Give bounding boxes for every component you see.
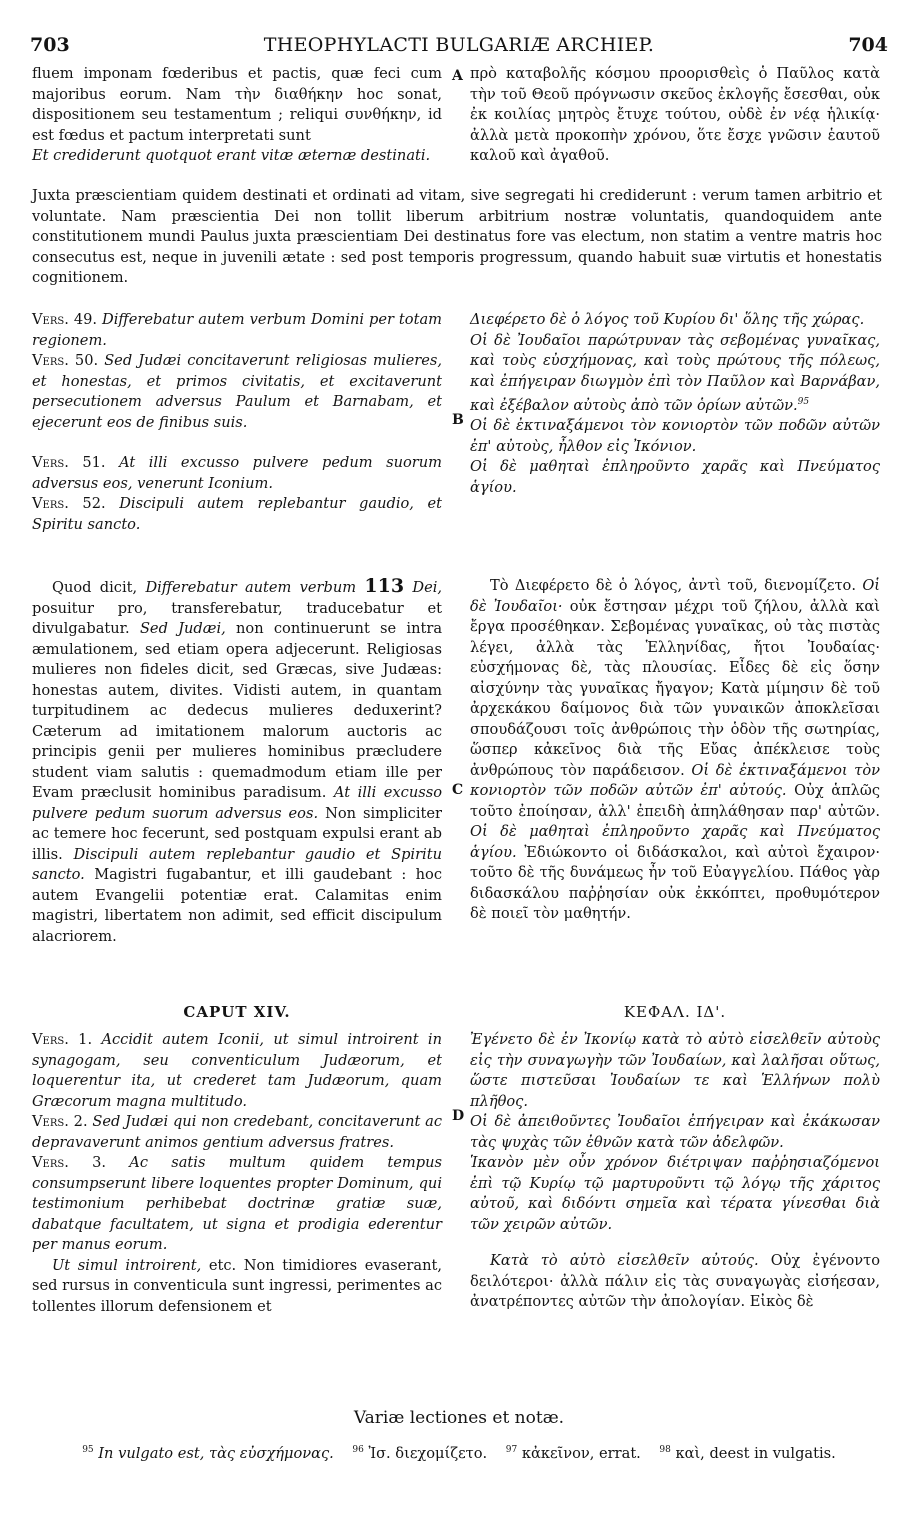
commentary-paragraph: Juxta præscientiam quidem destinati et ordinati ad vitam, sive segregati hi crediderunt : verum tamen arbitrio et voluntate. Nam præscientia Dei non tollit liberum arbitrium nostræ voluntatis, quandoquidem ante constitutionem mundi Paulus juxta præscientiam Dei destinatus fore vas electum, non statim a ventre matris hoc consecutus est, neque in juvenili ætate : sed post temporis progressum, quando habuit suæ virtutis et honestatis cognitionem. [32,187,882,286]
verse-text: Sed Judæi concitaverunt religiosas mulieres, et honestas, et primos civitatis, et excitaverunt persecutionem adversus Paulum et Barnabam, et ejecerunt eos de finibus suis. [32,352,442,431]
column-number: 113 [364,575,405,597]
greek-paragraph: πρὸ καταβολῆς κόσμου προορισθεὶς ὁ Παῦλος κατὰ τὴν τοῦ Θεοῦ πρόγνωσιν σκεῦος ἐκλογῆς ἔσεσθαι, οὐκ ἐκ κοιλίας μητρὸς ἔτυχε τούτου, οὐδὲ ἐν νέᾳ ἡλικίᾳ· ἀλλὰ μετὰ προκοπὴν χρόνου, ὅτε ἔσχε γνῶσιν ἑαυτοῦ καλοῦ καὶ ἀγαθοῦ. [470,65,880,164]
greek-verse-1: Ἐγένετο δὲ ἐν Ἰκονίῳ κατὰ τὸ αὐτὸ εἰσελθεῖν αὐτοὺς εἰς τὴν συναγωγὴν τῶν Ἰουδαίων, καὶ λαλῆσαι οὕτως, ὥστε πιστεῦσαι Ἰουδαίων τε καὶ Ἑλλήνων πολὺ πλῆθος. [470,1031,880,1110]
latin-commentary-paragraph: Quod dicit, Differebatur autem verbum 113 Dei, posuitur pro, transferebatur, traducebatur et divulgabatur. Sed Judæi, non continuerunt se intra æmulationem, sed etiam opera adjecerunt. Religiosas mulieres non fideles dicit, sed Græcas, sive Judæas: honestas autem, divites. Vidisti autem, in quantam turpitudinem ac dedecus mulieres deduxerint? Cæterum ad imitationem malorum auctoris ac principis genii per mulieres hominibus præcludere student viam salutis : quemadmodum etiam ille per Evam præclusit hominibus paradisum. At illi excusso pulvere pedum suorum adversus eos. Non simpliciter ac temere hoc fecerunt, sed postquam expulsi erant ab illis. Discipuli autem replebantur gaudio et Spiritu sancto. Magistri fugabantur, et illi gaudebant : hoc autem Evangelii potentiæ erat. Calamitas enim magistri, libertatem non adimit, sed efficit discipulum alacriorem. [32,575,443,945]
notes-title: Variæ lectiones et notæ. [353,1408,565,1428]
latin-chapter-verses [32,1030,442,1317]
verse-52 [32,494,442,535]
greek-commentary [470,576,880,925]
verse-text: Ac satis multum quidem tempus consumpserunt libere loquentes propter Dominum, qui testimonium perhibebat doctrinæ gratiæ suæ, dabatque facultatem, ut signa et prodigia ederentur per manus eorum. [32,1154,442,1253]
verse-text: Discipuli autem replebantur gaudio, et Spiritu sancto. [32,495,443,533]
latin-chapter-title: CAPUT XIV. [183,1003,291,1021]
greek-verse-2: Οἱ δὲ ἀπειθοῦντες Ἰουδαῖοι ἐπήγειραν καὶ ἐκάκωσαν τὰς ψυχὰς τῶν ἐθνῶν κατὰ τῶν ἀδελφῶν. [470,1113,880,1151]
margin-marker-d: D [452,1108,465,1124]
running-header [30,34,888,60]
verse-51 [32,453,442,494]
margin-marker-b: B [452,412,464,428]
full-width-commentary [32,186,882,289]
greek-verse-50: Οἱ δὲ Ἰουδαῖοι παρώτρυναν τὰς σεβομένας γυναῖκας, καὶ τοὺς εὐσχήμονας, καὶ τοὺς πρώτους τῆς πόλεως, καὶ ἐπήγειραν διωγμὸν ἐπὶ τὸν Παῦλον καὶ Βαρνάβαν, καὶ ἐξέβαλον αὐτοὺς ἀπὸ τῶν ὁρίων αὐτῶν.$^{95}$ [470,331,880,414]
note-98: $^{98}$ καὶ, deest in vulgatis. [659,1444,836,1462]
verse-number: Vers. 51. [32,454,106,471]
greek-commentary-paragraph: Τὸ Διεφέρετο δὲ ὁ λόγος, ἀντὶ τοῦ, διενομίζετο. Οἱ δὲ Ἰουδαῖοι· οὐκ ἔστησαν μέχρι τοῦ ζήλου, ἀλλὰ καὶ ἔργα προσέθηκαν. Σεβομένας γυναῖκας, οὐ τὰς πιστὰς λέγει, ἀλλὰ τὰς Ἑλληνίδας, ἤτοι Ἰουδαίας· εὐσχήμονας δὲ, τὰς πλουσίας. Εἶδες δὲ εἰς ὅσην αἰσχύνην τὰς γυναῖκας ἤγαγον; Κατὰ μίμησιν δὲ τοῦ ἀρχεκάκου δαίμονος διὰ τῶν γυναικῶν ἀποκλεῖσαι σπουδάζουσι τοῖς ἀνθρώποις τὴν ὁδὸν τῆς σωτηρίας, ὥσπερ κἀκεῖνος διὰ τῆς Εὔας ἀπέκλεισε τοὺς ἀνθρώπους τὸν παράδεισον. Οἱ δὲ ἐκτιναξάμενοι τὸν κονιορτὸν τῶν ποδῶν αὐτῶν ἐπ' αὐτούς. Οὐχ ἁπλῶς τοῦτο ἐποίησαν, ἀλλ' ἐπειδὴ ἀπηλάθησαν παρ' αὐτῶν. Οἱ δὲ μαθηταὶ ἐπληροῦντο χαρᾶς καὶ Πνεύματος ἁγίου. Ἐδιώκοντο οἱ διδάσκαλοι, καὶ αὐτοὶ ἔχαιρον· τοῦτο δὲ τῆς δυνάμεως ἦν τοῦ Εὐαγγελίου. Πάθος γὰρ διδασκάλου παῤῥησίαν οὐκ ἐκκόπτει, προθυμότερον δὲ ποιεῖ τὸν μαθητήν. [470,577,881,922]
verse-text: Differebatur autem verbum Domini per totam regionem. [32,311,442,349]
latin-verses-49-52 [32,310,442,535]
latin-paragraph: fluem imponam fœderibus et pactis, quæ feci cum majoribus eorum. Nam τὴν διαθήκην hoc sonat, dispositionem seu testamentum ; reliqui συνθήκην, id est fœdus et pactum interpretati sunt [32,65,442,144]
left-page-number: 703 [30,34,70,56]
margin-marker-a: A [452,68,463,84]
note-95: $^{95}$ In vulgato est, τὰς εὐσχήμονας. [82,1444,334,1462]
greek-chapter-title: ΚΕΦΑΛ. ΙΔ'. [623,1003,727,1021]
margin-marker-c: C [452,782,464,798]
greek-column-1 [470,64,880,167]
verse-text: Sed Judæi qui non credebant, concitaverunt ac depravaverunt animos gentium adversus fratres. [32,1113,443,1151]
verse-number: Vers. 2. [32,1113,88,1130]
verse-number: Vers. 50. [32,352,99,369]
greek-verse-49: Διεφέρετο δὲ ὁ λόγος τοῦ Κυρίου δι' ὅλης τῆς χώρας. [470,311,865,328]
verse-50 [32,351,442,433]
greek-verses-49-52 [470,310,880,498]
verse-number: Vers. 3. [32,1154,107,1171]
verse-49 [32,310,442,351]
latin-lemma: Et crediderunt quotquot erant vitæ æternæ destinati. [32,147,431,164]
verse-2 [32,1112,442,1153]
latin-column-1 [32,64,442,167]
latin-commentary [32,576,442,947]
verse-number: Vers. 1. [32,1031,93,1048]
latin-chapter-commentary: Ut simul introirent, etc. Non timidiores evaserant, sed rursus in conventicula sunt ingressi, perimentes ac tollentes illorum defensionem et [32,1256,442,1315]
verse-number: Vers. 52. [32,495,106,512]
verse-1 [32,1030,442,1112]
verse-text: At illi excusso pulvere pedum suorum adversus eos, venerunt Iconium. [32,454,442,492]
verse-3 [32,1153,442,1256]
greek-chapter-commentary: Κατὰ τὸ αὐτὸ εἰσελθεῖν αὐτούς. Οὐχ ἐγένοντο δειλότεροι· ἀλλὰ πάλιν εἰς τὰς συναγωγὰς εἰσήεσαν, ἀνατρέποντες αὐτῶν τὴν ἀπολογίαν. Εἰκὸς δὲ [470,1252,880,1310]
greek-verse-51: Οἱ δὲ ἐκτιναξάμενοι τὸν κονιορτὸν τῶν ποδῶν αὐτῶν ἐπ' αὐτοὺς, ἦλθον εἰς Ἰκόνιον. [470,417,880,455]
greek-verse-52: Οἱ δὲ μαθηταὶ ἐπληροῦντο χαρᾶς καὶ Πνεύματος ἁγίου. [470,458,880,496]
note-96: $^{96}$ Ἰσ. διεχομίζετο. [352,1444,488,1462]
right-page-number: 704 [848,34,888,56]
note-97: $^{97}$ κἀκεῖνον, errat. [505,1444,641,1462]
greek-chapter-verses [470,1030,880,1313]
variant-notes [40,1440,878,1464]
note-ref-95: 95 [797,397,810,407]
verse-text: Accidit autem Iconii, ut simul introirent in synagogam, seu conventiculum Judæorum, et loquerentur ita, ut crederet tam Judæorum, quam Græcorum magna multitudo. [32,1031,442,1110]
running-title: THEOPHYLACTI BULGARIÆ ARCHIEP. [263,34,655,56]
greek-verse-3: Ἱκανὸν μὲν οὖν χρόνον διέτριψαν παῤῥησιαζόμενοι ἐπὶ τῷ Κυρίῳ τῷ μαρτυροῦντι τῷ λόγῳ τῆς χάριτος αὐτοῦ, καὶ διδόντι σημεῖα καὶ τέρατα γίνεσθαι διὰ τῶν χειρῶν αὐτῶν. [470,1154,880,1233]
verse-number: Vers. 49. [32,311,98,328]
